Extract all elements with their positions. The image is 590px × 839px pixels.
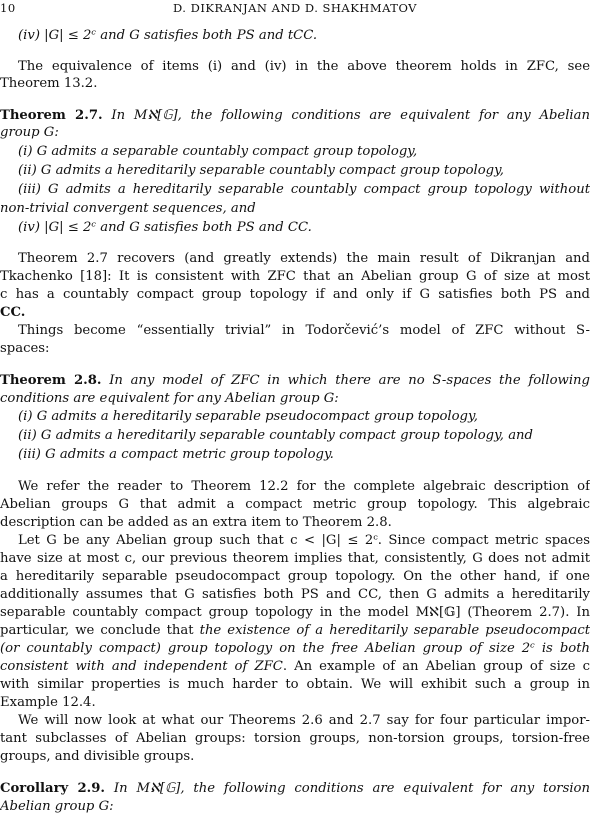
corollary-line: Abelian group G: xyxy=(0,799,114,814)
theorem-2-8-heading xyxy=(0,372,590,389)
page-number: 10 xyxy=(0,1,16,15)
paragraph-line: tant subclasses of Abelian groups: torsion groups, non-torsion groups, torsion-free xyxy=(0,731,590,746)
paragraph-line: CC. xyxy=(0,305,26,320)
theorem-text: In Mℵ[𝔾], the following conditions are equivalent for any Abelian xyxy=(111,108,590,123)
paragraph-line: with similar properties is much harder to obtain. We will exhibit such a group in xyxy=(0,677,590,692)
paragraph-line: Example 12.4. xyxy=(0,695,96,710)
theorem-item: (iv) |G| ≤ 2ᶜ and G satisfies both PS and CC. xyxy=(18,220,312,235)
paragraph-line: spaces: xyxy=(0,341,50,356)
paragraph-line: c has a countably compact group topology if and only if G satisfies both PS and xyxy=(0,287,590,302)
paragraph-line: groups, and divisible groups. xyxy=(0,749,195,764)
running-header xyxy=(0,0,590,16)
paragraph-line: Let G be any Abelian group such that c < |G| ≤ 2ᶜ. Since compact metric spaces xyxy=(18,533,590,548)
theorem-item: (ii) G admits a hereditarily separable countably compact group topology, xyxy=(18,163,504,178)
emphasis-run: consistent with and independent of ZFC xyxy=(0,659,283,674)
theorem-item-cont: non-trivial convergent sequences, and xyxy=(0,201,256,216)
corollary-2-9-heading xyxy=(0,780,590,797)
theorem-item: (ii) G admits a hereditarily separable countably compact group topology, and xyxy=(18,428,533,443)
theorem-item: (iii) G admits a compact metric group topology. xyxy=(18,447,334,462)
theorem-item: (i) G admits a separable countably compact group topology, xyxy=(18,144,418,159)
paragraph-line: description can be added as an extra item to Theorem 2.8. xyxy=(0,515,392,530)
emphasis-run: the existence of a hereditarily separable pseudocompact xyxy=(199,623,590,638)
theorem-item: (i) G admits a hereditarily separable pseudocompact group topology, xyxy=(18,409,478,424)
paragraph-line xyxy=(0,658,590,675)
theorem-item: (iii) G admits a hereditarily separable countably compact group topology without xyxy=(18,182,590,197)
paragraph-line: have size at most c, our previous theorem implies that, consistently, G does not admit xyxy=(0,551,590,566)
paragraph-line: (or countably compact) group topology on the free Abelian group of size 2ᶜ is both xyxy=(0,641,590,656)
paragraph-line: a hereditarily separable pseudocompact group topology. On the other hand, if one xyxy=(0,569,590,584)
text-run: . An example of an Abelian group of size c xyxy=(282,659,590,674)
paragraph-line: Tkachenko [18]: It is consistent with ZFC that an Abelian group G of size at most xyxy=(0,269,590,284)
paragraph-line: Theorem 13.2. xyxy=(0,76,98,91)
paragraph-line: Theorem 2.7 recovers (and greatly extends) the main result of Dikranjan and xyxy=(18,251,590,266)
running-title: D. DIKRANJAN AND D. SHAKHMATOV xyxy=(173,1,417,15)
corollary-text: In Mℵ[𝔾], the following conditions are equivalent for any torsion xyxy=(113,781,590,796)
paragraph-line xyxy=(0,622,590,639)
paragraph-line: We refer the reader to Theorem 12.2 for the complete algebraic description of xyxy=(18,479,590,494)
theorem-line: group G: xyxy=(0,125,59,140)
paragraph-line: separable countably compact group topology in the model Mℵ[𝔾] (Theorem 2.7). In xyxy=(0,605,590,620)
corollary-label: Corollary 2.9. xyxy=(0,781,106,796)
item-iv-prev-theorem: (iv) |G| ≤ 2ᶜ and G satisfies both PS and tCC. xyxy=(18,28,318,43)
paragraph-line: Things become “essentially trivial” in Todorčević’s model of ZFC without S- xyxy=(18,323,590,338)
theorem-label: Theorem 2.7. xyxy=(0,108,103,123)
theorem-text: In any model of ZFC in which there are no S-spaces the following xyxy=(109,373,590,388)
paragraph-line: We will now look at what our Theorems 2.6 and 2.7 say for four particular impor- xyxy=(18,713,590,728)
theorem-label: Theorem 2.8. xyxy=(0,373,102,388)
theorem-line: conditions are equivalent for any Abelian group G: xyxy=(0,391,339,406)
paragraph-line: The equivalence of items (i) and (iv) in the above theorem holds in ZFC, see xyxy=(18,59,590,74)
paragraph-line: additionally assumes that G satisfies both PS and CC, then G admits a hereditarily xyxy=(0,587,590,602)
text-run: particular, we conclude that xyxy=(0,623,200,638)
theorem-2-7-heading xyxy=(0,107,590,124)
paragraph-line: Abelian groups G that admit a compact metric group topology. This algebraic xyxy=(0,497,590,512)
